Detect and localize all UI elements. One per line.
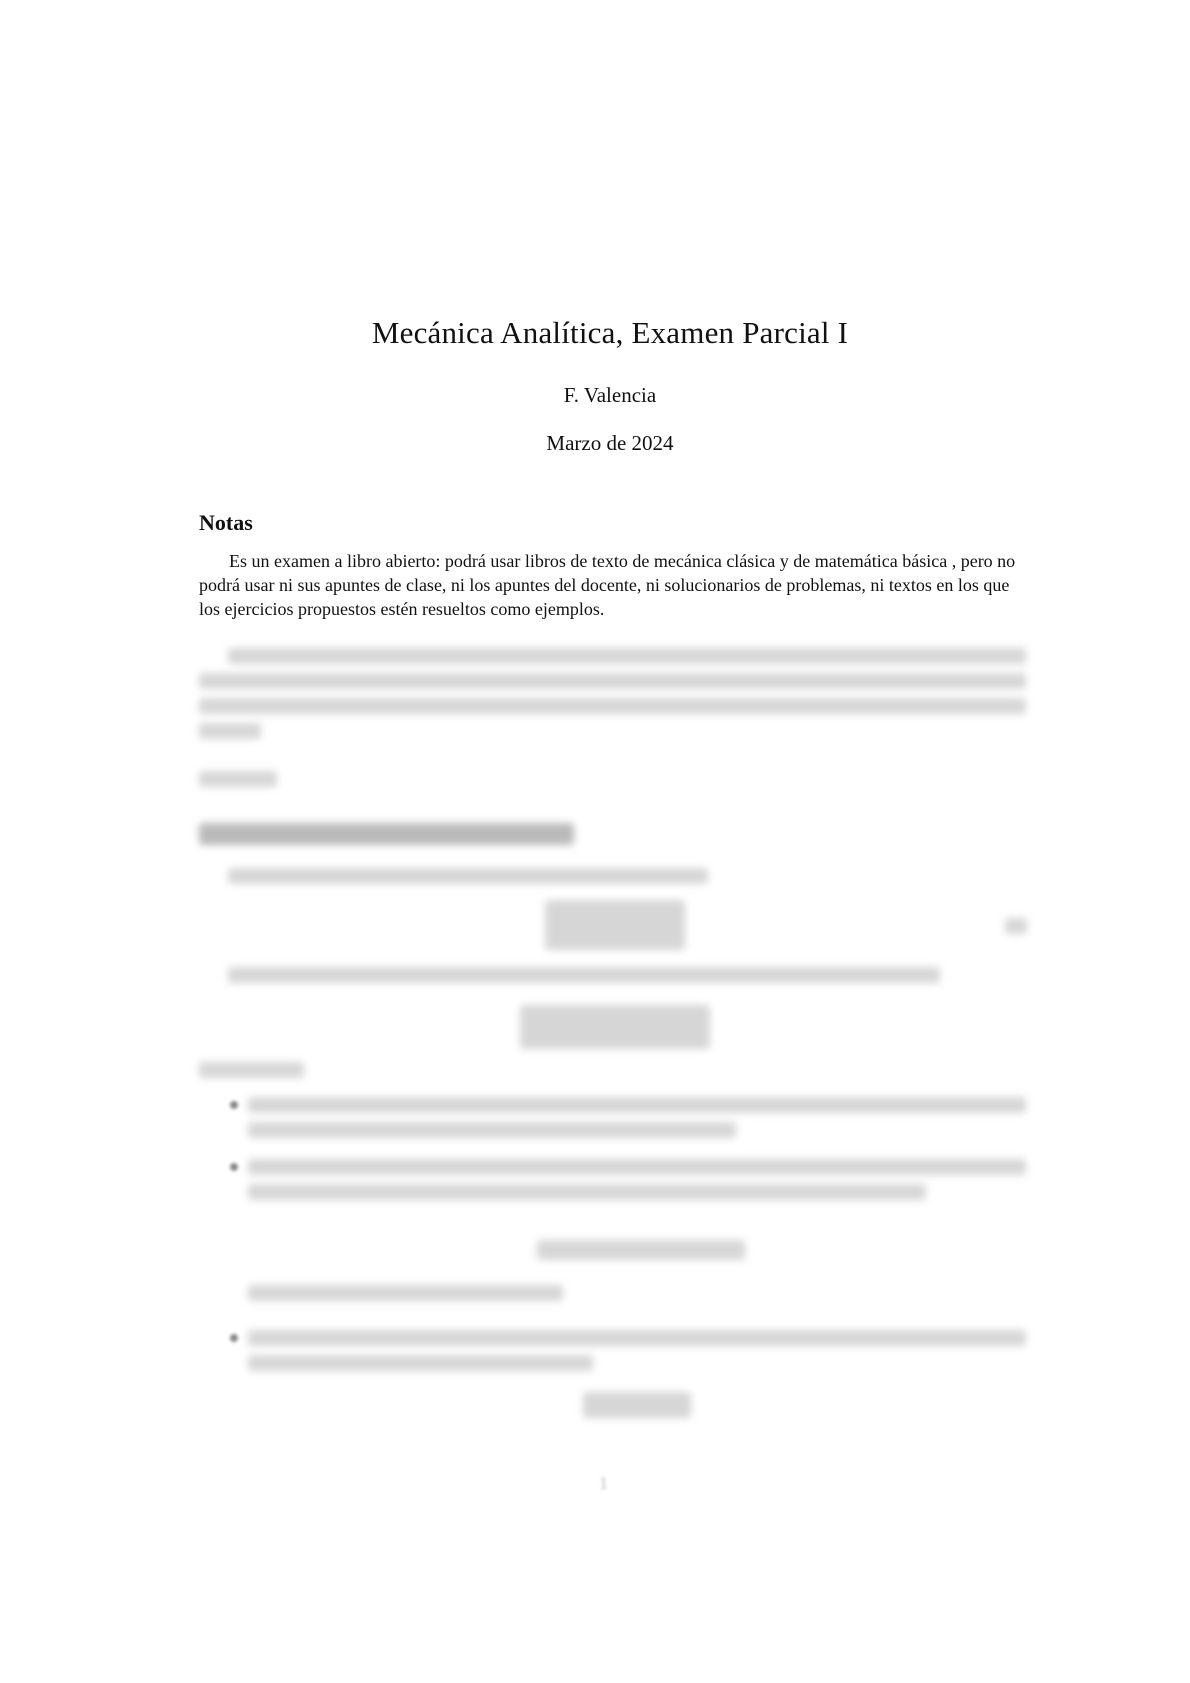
blurred-equation-number bbox=[1005, 918, 1027, 934]
notes-heading: Notas bbox=[199, 510, 253, 535]
blurred-text-line bbox=[228, 868, 708, 884]
blurred-text-line bbox=[248, 1330, 1026, 1346]
blurred-text-line bbox=[199, 723, 261, 739]
blurred-text-line bbox=[199, 771, 277, 787]
document-author: F. Valencia bbox=[563, 383, 657, 407]
blurred-text-line bbox=[228, 967, 940, 983]
bullet-marker bbox=[230, 1101, 238, 1109]
blurred-equation bbox=[583, 1392, 691, 1418]
blurred-text-line bbox=[248, 1159, 1026, 1175]
blurred-equation bbox=[545, 900, 685, 950]
document-title: Mecánica Analítica, Examen Parcial I bbox=[371, 315, 849, 350]
blurred-text-line bbox=[248, 1184, 926, 1200]
blurred-text-line bbox=[248, 1285, 563, 1301]
bullet-marker bbox=[230, 1163, 238, 1171]
blurred-text-line bbox=[248, 1355, 593, 1371]
blurred-text-line bbox=[248, 1097, 1026, 1113]
blurred-text-line bbox=[228, 648, 1026, 664]
blurred-text-line bbox=[248, 1122, 736, 1138]
bullet-marker bbox=[230, 1334, 238, 1342]
page-number: 1 bbox=[599, 1473, 608, 1493]
blurred-text-line bbox=[199, 698, 1026, 714]
blurred-equation bbox=[520, 1005, 710, 1049]
document-date: Marzo de 2024 bbox=[546, 431, 674, 455]
blurred-text-line bbox=[199, 1062, 304, 1078]
blurred-heading bbox=[199, 823, 574, 845]
notes-paragraph: Es un examen a libro abierto: podrá usar libros de texto de mecánica clásica y de matemática básica , pero no podrá usar ni sus apuntes de clase, ni los apuntes del docente, ni solucionarios de problemas, ni textos en los que los ejercicios propuestos estén resueltos como ejemplos. bbox=[199, 551, 1016, 619]
blurred-text-line bbox=[199, 673, 1026, 689]
blurred-equation bbox=[537, 1240, 745, 1260]
